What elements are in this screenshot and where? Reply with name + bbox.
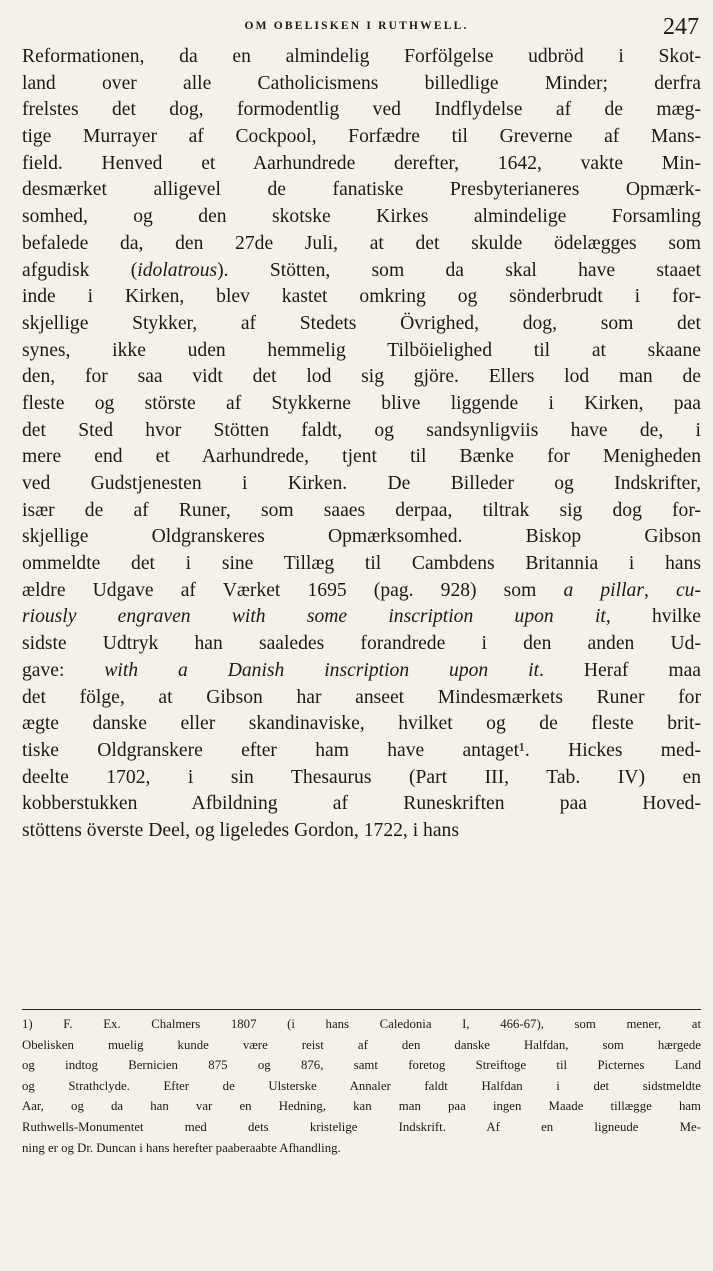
footnote-line: Aar, og da han var en Hedning, kan man paa ingen Maade tillægge ham xyxy=(22,1099,701,1114)
text-line: ved Gudstjenesten i Kirken. De Billeder og Indskrifter, xyxy=(22,473,701,494)
text-line: Reformationen, da en almindelig Forfölgelse udbröd i Skot- xyxy=(22,46,701,67)
text-line: skjellige Oldgranskeres Opmærksomhed. Biskop Gibson xyxy=(22,526,701,548)
footnote-line: ning er og Dr. Duncan i hans herefter paaberaabte Afhandling. xyxy=(22,1140,341,1155)
text-line: den, for saa vidt det lod sig gjöre. Ellers lod man de xyxy=(22,366,701,388)
footnote-line: Obelisken muelig kunde være reist af den danske Halfdan, som hærgede xyxy=(22,1037,701,1052)
text-line: tiske Oldgranskere efter ham have antaget¹. Hickes med- xyxy=(22,739,701,761)
text-line: kobberstukken Afbildning af Runeskriften paa Hoved- xyxy=(22,793,701,815)
text-line: field. Henved et Aarhundrede derefter, 1642, vakte Min- xyxy=(22,152,701,174)
text-line: gave: with a Danish inscription upon it. Heraf maa xyxy=(22,659,701,681)
text-line: desmærket alligevel de fanatiske Presbyterianeres Opmærk- xyxy=(22,179,701,201)
text-line: deelte 1702, i sin Thesaurus (Part III, Tab. IV) en xyxy=(22,766,701,788)
text-line: land over alle Catholicismens billedlige Minder; derfra xyxy=(22,72,701,94)
text-line: mere end et Aarhundrede, tjent til Bænke for Menigheden xyxy=(22,446,701,468)
text-line: synes, ikke uden hemmelig Tilböielighed til at skaane xyxy=(22,339,701,361)
text-line: det Sted hvor Stötten faldt, og sandsynligviis have de, i xyxy=(22,419,701,441)
text-line: inde i Kirken, blev kastet omkring og sönderbrudt i for- xyxy=(22,286,701,308)
footnote-line: 1) F. Ex. Chalmers 1807 (i hans Caledonia I, 466-67), som mener, at xyxy=(22,1017,701,1031)
text-line: sidste Udtryk han saaledes forandrede i den anden Ud- xyxy=(22,633,701,655)
text-line: somhed, og den skotske Kirkes almindelige Forsamling xyxy=(22,206,701,228)
text-line: riously engraven with some inscription upon it, hvilke xyxy=(22,606,701,628)
footnote xyxy=(22,1014,701,1158)
footnote-divider xyxy=(22,1009,701,1010)
footnote-line: og indtog Bernicien 875 og 876, samt foretog Streiftoge til Picternes Land xyxy=(22,1058,701,1073)
text-line: fleste og störste af Stykkerne blive liggende i Kirken, paa xyxy=(22,392,701,414)
text-line: stöttens överste Deel, og ligeledes Gordon, 1722, i hans xyxy=(22,819,459,841)
text-line: det fölge, at Gibson har anseet Mindesmærkets Runer for xyxy=(22,686,701,708)
footnote-line: Ruthwells-Monumentet med dets kristelige Indskrift. Af en ligneude Me- xyxy=(22,1119,701,1134)
text-line: ommeldte det i sine Tillæg til Cambdens Britannia i hans xyxy=(22,553,701,575)
text-line: afgudisk (idolatrous). Stötten, som da skal have staaet xyxy=(22,259,701,281)
page-number: 247 xyxy=(663,14,699,40)
body-text xyxy=(22,44,701,845)
footnote-line: og Strathclyde. Efter de Ulsterske Annaler faldt Halfdan i det sidstmeldte xyxy=(22,1078,701,1093)
text-line: befalede da, den 27de Juli, at det skulde ödelægges som xyxy=(22,232,701,254)
text-line: ældre Udgave af Værket 1695 (pag. 928) som a pillar, cu- xyxy=(22,579,701,601)
text-line: skjellige Stykker, af Stedets Övrighed, dog, som det xyxy=(22,312,701,334)
text-line: frelstes det dog, formodentlig ved Indflydelse af de mæg- xyxy=(22,99,701,121)
text-line: ægte danske eller skandinaviske, hvilket og de fleste brit- xyxy=(22,713,701,735)
text-line: især de af Runer, som saaes derpaa, tiltrak sig dog for- xyxy=(22,499,701,521)
text-line: tige Murrayer af Cockpool, Forfædre til Greverne af Mans- xyxy=(22,126,701,148)
running-title: OM OBELISKEN I RUTHWELL. xyxy=(244,20,469,32)
running-head xyxy=(0,14,713,42)
